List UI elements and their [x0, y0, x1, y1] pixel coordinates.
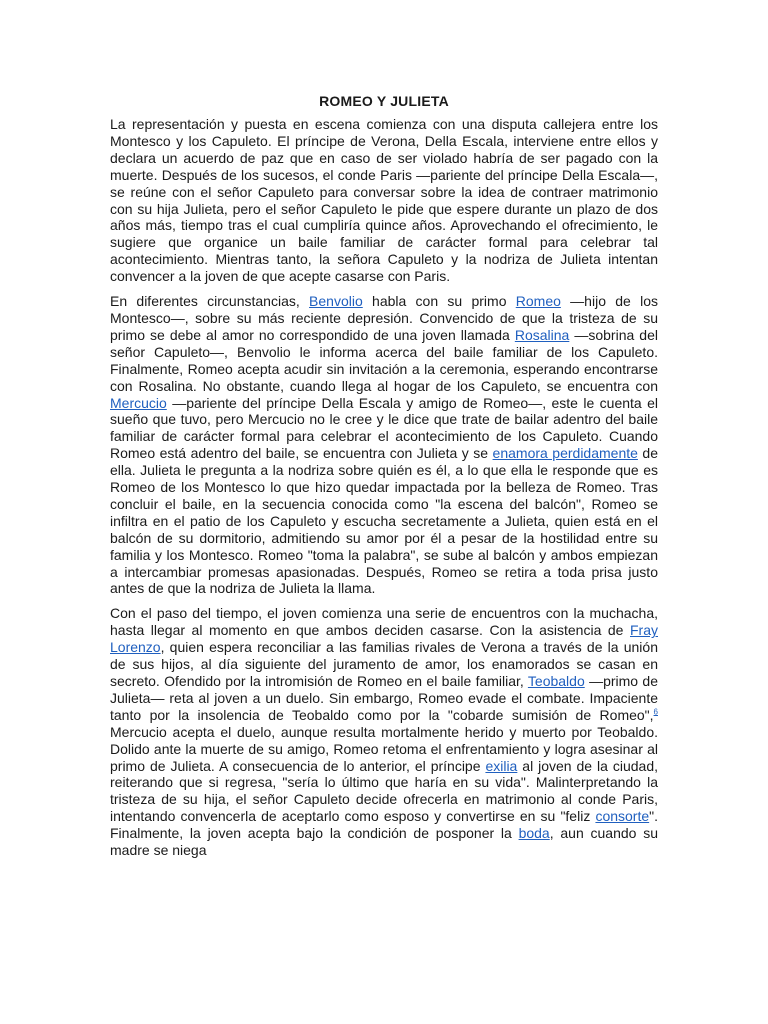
text-run: habla con su primo — [362, 293, 516, 310]
text-run: —hijo de los Montesco—, sobre su más reciente depresión. Convencido de que la tristeza de su primo se debe al amor no correspondido de una joven llamada — [110, 293, 659, 343]
text-run: ". Finalmente, la joven acepta bajo la condición de posponer la — [110, 808, 658, 842]
link-fray-lorenzo[interactable]: Fray Lorenzo — [110, 622, 658, 656]
link-romeo[interactable]: Romeo — [515, 293, 561, 310]
link-rosalina[interactable]: Rosalina — [514, 326, 570, 343]
paragraph-2 — [110, 293, 658, 597]
link-boda[interactable]: boda — [518, 825, 550, 842]
text-run: , aun cuando su madre se niega — [110, 825, 658, 859]
text-run: Mercucio acepta el duelo, aunque resulta mortalmente herido y muerto por Teobaldo. Dolido ante la muerte de su amigo, Romeo retoma el enfrentamiento y logra asesinar al primo de Julieta. A consecuencia de lo anterior, el príncipe — [110, 723, 658, 774]
link-mercucio[interactable]: Mercucio — [110, 394, 167, 411]
text-run: —sobrina del señor Capuleto—, Benvolio le informa acerca del baile familiar de los Capuleto. Finalmente, Romeo acepta acudir sin invitación a la ceremonia, esperando encontrarse con Rosalina. No obstante, cuando llega al hogar de los Capuleto, se encuentra con — [110, 326, 658, 394]
paragraph-3 — [110, 605, 658, 859]
text-run: En diferentes circunstancias, — [110, 293, 310, 310]
text-run: de ella. Julieta le pregunta a la nodriza sobre quién es él, a lo que ella le responde que es Romeo de los Montesco lo que hizo quedar impactada por la belleza de Romeo. Tras concluir el baile, en la secuencia conocida como "la escena del balcón", Romeo se infiltra en el patio de los Capuleto y escucha secretamente a Julieta, quien está en el balcón de su dormitorio, admitiendo su amor por él a pesar de la hostilidad entre su familia y los Montesco. Romeo "toma la palabra", se sube al balcón y ambos empiezan a intercambiar promesas apasionadas. Después, Romeo se retira a toda prisa justo antes de que la nodriza de Julieta la llama. — [110, 445, 658, 597]
document-body — [110, 116, 658, 859]
text-run: Con el paso del tiempo, el joven comienza una serie de encuentros con la muchacha, hasta llegar al momento en que ambos deciden casarse. Con la asistencia de — [110, 605, 658, 639]
link-enamora-perdidamente[interactable]: enamora perdidamente — [492, 445, 638, 462]
document-title: ROMEO Y JULIETA — [319, 93, 449, 109]
text-run: —pariente del príncipe Della Escala y amigo de Romeo—, este le cuenta el sueño que tuvo, pero Mercucio no le cree y le dice que trate de bailar adentro del baile familiar de carácter formal para celebrar el acontecimiento de los Capuleto. Cuando Romeo está adentro del baile, se encuentra con Julieta y se — [110, 394, 658, 462]
document-page — [110, 90, 658, 867]
link-benvolio[interactable]: Benvolio — [309, 293, 363, 310]
text-run: al joven de la ciudad, reiterando que si regresa, "sería lo último que haría en su vida". Malinterpretando la tristeza de su hija, el señor Capuleto decide ofrecerla en matrimonio al conde Paris, intentando convencerla de aceptarlo como esposo y convertirse en su "feliz — [110, 757, 658, 825]
link-teobaldo[interactable]: Teobaldo — [527, 673, 585, 689]
link-exilia[interactable]: exilia — [485, 757, 518, 774]
text-run: , quien espera reconciliar a las familias rivales de Verona a través de la unión de sus hijos, al día siguiente del juramento de amor, los enamorados se casan en secreto. Ofendido por la intromisión de Romeo en el baile familiar, — [110, 639, 658, 689]
text-run: —primo de Julieta— reta al joven a un duelo. Sin embargo, Romeo evade el combate. Impaciente tanto por la insolencia de Teobaldo como por la "cobarde sumisión de Romeo", — [110, 673, 658, 723]
paragraph-1 — [110, 116, 658, 285]
footnote-ref-6[interactable]: 6 — [653, 707, 658, 717]
text-run: La representación y puesta en escena comienza con una disputa callejera entre los Montesco y los Capuleto. El príncipe de Verona, Della Escala, interviene entre ellos y declara un acuerdo de paz que en caso de ser violado habría de ser pagado con la muerte. Después de los sucesos, el conde Paris —pariente del príncipe Della Escala—, se reúne con el señor Capuleto para conversar sobre la idea de contraer matrimonio con su hija Julieta, pero el señor Capuleto le pide que espere durante un plazo de dos años más, tiempo tras el cual cumpliría quince años. Aprovechando el ofrecimiento, le sugiere que organice un baile familiar de carácter formal para celebrar tal acontecimiento. Mientras tanto, la señora Capuleto y la nodriza de Julieta intentan convencer a la joven de que acepte casarse con Paris. — [110, 116, 658, 285]
link-consorte[interactable]: consorte — [595, 808, 650, 825]
